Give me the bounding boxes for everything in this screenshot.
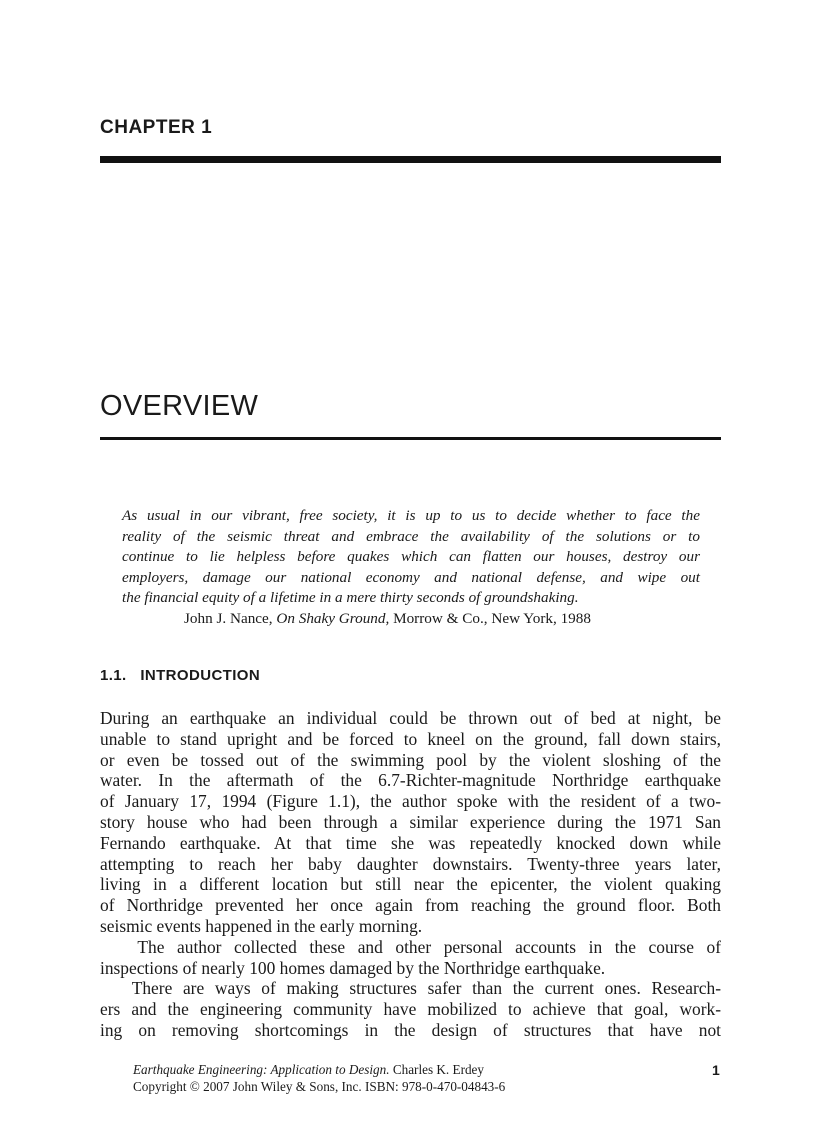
chapter-rule-thick — [100, 156, 721, 163]
footer-citation — [133, 1061, 505, 1078]
body-line: inspections of nearly 100 homes damaged by the Northridge earthquake. — [100, 957, 606, 978]
body-line: ing on removing shortcomings in the design of structures that have not — [100, 1019, 721, 1040]
attribution-work: On Shaky Ground, — [276, 609, 390, 627]
epigraph-line: employers, damage our national economy and national defense, and wipe out — [122, 568, 700, 586]
body-text — [100, 708, 721, 1041]
epigraph-line: the financial equity of a lifetime in a mere thirty seconds of groundshaking. — [122, 589, 579, 606]
body-line: of Northridge prevented her once again from reaching the ground floor. Both — [100, 895, 721, 916]
section-heading-text: 1.1. INTRODUCTION — [100, 667, 261, 684]
epigraph-line: continue to lie helpless before quakes which can flatten our houses, destroy our — [122, 548, 700, 565]
body-line: seismic events happened in the early morning. — [100, 915, 423, 936]
body-line: Fernando earthquake. At that time she was repeatedly knocked down while — [100, 832, 721, 853]
body-line: water. In the aftermath of the 6.7-Richter-magnitude Northridge earthquake — [100, 770, 721, 791]
body-line: story house who had been through a similar experience during the 1971 San — [100, 811, 721, 832]
chapter-title: OVERVIEW — [100, 390, 259, 422]
attribution-publisher: Morrow & Co., New York, 1988 — [393, 609, 591, 627]
body-line: attempting to reach her baby daughter downstairs. Twenty-three years later, — [100, 853, 721, 874]
epigraph — [122, 506, 700, 629]
epigraph-line: As usual in our vibrant, free society, it is up to us to decide whether to face the — [122, 507, 700, 524]
epigraph-attribution — [122, 609, 700, 630]
chapter-rule-thin — [100, 437, 721, 440]
body-line: living in a different location but still near the epicenter, the violent quaking — [100, 874, 721, 895]
body-line: There are ways of making structures safer than the current ones. Research- — [100, 978, 721, 999]
epigraph-line: reality of the seismic threat and embrace the availability of the solutions or to — [122, 527, 700, 545]
page-number: 1 — [712, 1062, 720, 1078]
body-line: ers and the engineering community have mobilized to achieve that goal, work- — [100, 999, 721, 1020]
footer-author: Charles K. Erdey — [392, 1062, 484, 1077]
footer-copyright: Copyright © 2007 John Wiley & Sons, Inc. ISBN: 978-0-470-04843-6 — [133, 1079, 506, 1094]
body-line: or even be tossed out of the swimming pool by the violent sloshing of the — [100, 749, 721, 770]
footer-book-title: Earthquake Engineering: Application to Design. — [133, 1062, 390, 1077]
body-line: of January 17, 1994 (Figure 1.1), the author spoke with the resident of a two- — [100, 791, 721, 812]
page-footer — [133, 1061, 505, 1095]
attribution-author: John J. Nance, — [184, 609, 273, 627]
body-line: unable to stand upright and be forced to kneel on the ground, fall down stairs, — [100, 728, 721, 749]
body-line: The author collected these and other personal accounts in the course of — [100, 936, 721, 957]
body-line: During an earthquake an individual could be thrown out of bed at night, be — [100, 708, 721, 728]
chapter-label: CHAPTER 1 — [100, 117, 213, 138]
section-heading — [100, 667, 260, 684]
